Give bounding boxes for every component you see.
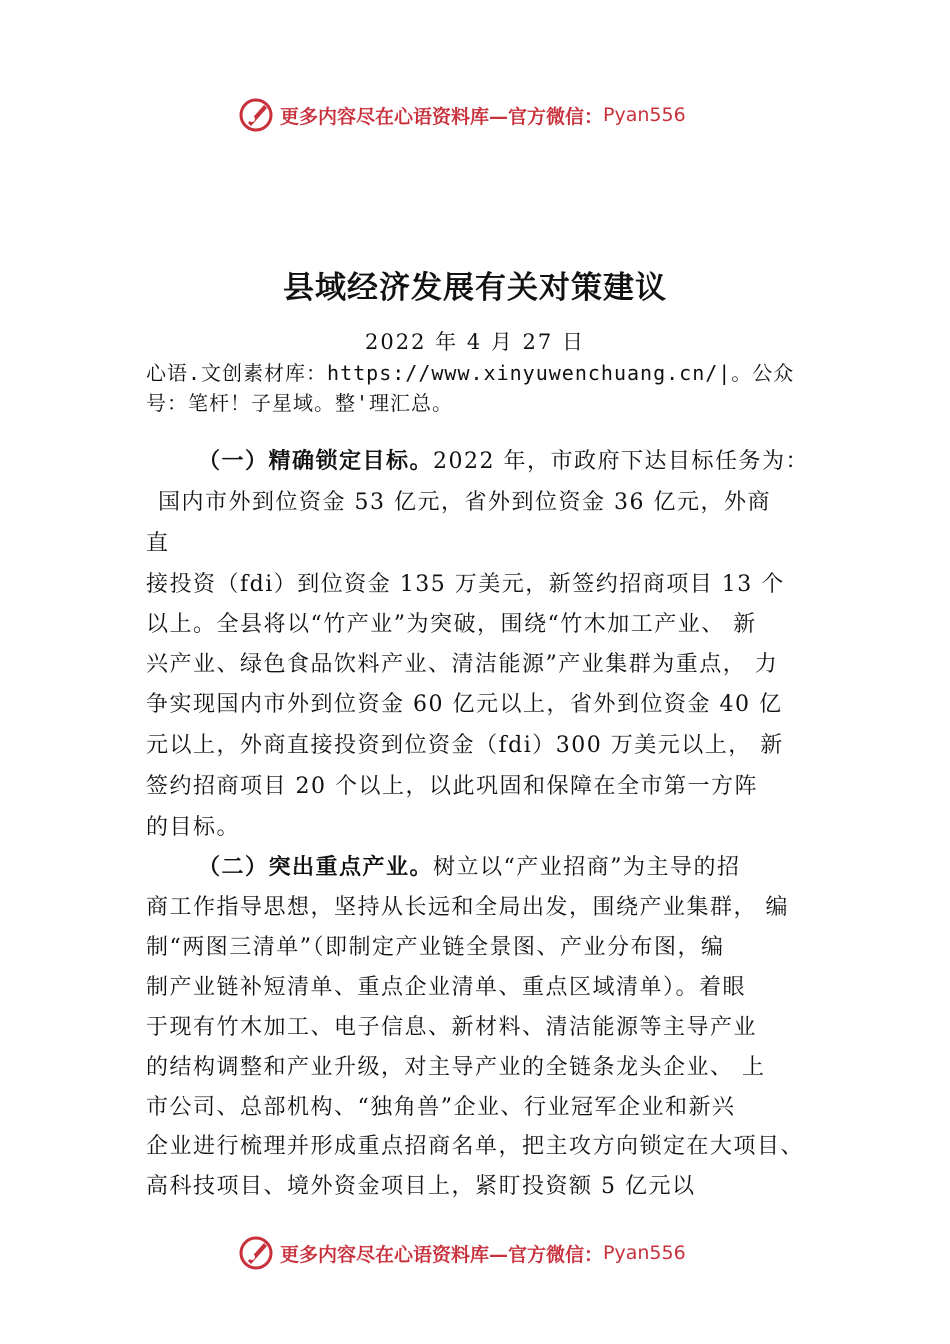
- section-2-line: 树立以“产业招商”为主导的招: [433, 855, 741, 880]
- document-title: 县域经济发展有关对策建议: [283, 270, 667, 306]
- section-2-line: 制产业链补短清单、重点企业清单、重点区域清单）。着眼: [146, 975, 747, 1000]
- section-1-line: 兴产业、绿色食品饮料产业、清洁能源”产业集群为重点， 力: [146, 652, 779, 677]
- section-2-line: 企业进行梳理并形成重点招商名单，把主攻方向锁定在大项目、: [146, 1134, 805, 1159]
- section-2-line: 制“两图三清单”（即制定产业链全景图、产业分布图，编: [146, 935, 725, 960]
- section-2-line: 市公司、总部机构、“独角兽”企业、行业冠军企业和新兴: [146, 1095, 736, 1120]
- section-1-line: 的目标。: [146, 815, 241, 840]
- section-1-line: 元以上，外商直接投资到位资金（fdi）300 万美元以上， 新: [146, 733, 784, 758]
- watermark-text: 更多内容尽在心语资料库—官方微信：: [280, 1243, 604, 1266]
- section-1-line: 以上。全县将以“竹产业”为突破，围绕“竹木加工产业、 新: [146, 612, 757, 637]
- section-1-heading: （一）精确锁定目标。: [198, 449, 434, 474]
- watermark-wechat-id: Pyan556: [603, 104, 686, 126]
- paragraph-line: [198, 853, 741, 883]
- section-1-line: 直: [146, 531, 170, 556]
- paragraph-line: [198, 447, 809, 477]
- pen-logo-icon: [238, 1235, 274, 1271]
- section-1-line: 争实现国内市外到位资金 60 亿元以上，省外到位资金 40 亿: [146, 692, 783, 717]
- section-1-line: 签约招商项目 20 个以上，以此巩固和保障在全市第一方阵: [146, 774, 758, 799]
- section-1-line: 接投资（fdi）到位资金 135 万美元，新签约招商项目 13 个: [146, 572, 785, 597]
- section-2-line: 的结构调整和产业升级，对主导产业的全链条龙头企业、 上: [146, 1055, 766, 1080]
- watermark-banner-bottom: [238, 1233, 686, 1273]
- section-2-line: 高科技项目、境外资金项目上，紧盯投资额 5 亿元以: [146, 1174, 696, 1199]
- watermark-text: 更多内容尽在心语资料库—官方微信：: [280, 105, 604, 128]
- section-2-line: 于现有竹木加工、电子信息、新材料、清洁能源等主导产业: [146, 1015, 758, 1040]
- source-line: 号：笔杆！子星域。整'理汇总。: [146, 391, 454, 415]
- pen-logo-icon: [238, 97, 274, 133]
- section-2-line: 商工作指导思想，坚持从长远和全局出发，围绕产业集群， 编: [146, 895, 789, 920]
- document-date: 2022 年 4 月 27 日: [365, 330, 585, 354]
- section-1-line: 国内市外到位资金 53 亿元，省外到位资金 36 亿元，外商: [158, 490, 771, 515]
- section-1-line: 2022 年，市政府下达目标任务为：: [433, 449, 809, 474]
- watermark-banner-top: [238, 95, 686, 135]
- watermark-wechat-id: Pyan556: [603, 1242, 686, 1264]
- section-2-heading: （二）突出重点产业。: [198, 855, 434, 880]
- source-line: 心语.文创素材库：https://www.xinyuwenchuang.cn/|。公众: [146, 361, 795, 385]
